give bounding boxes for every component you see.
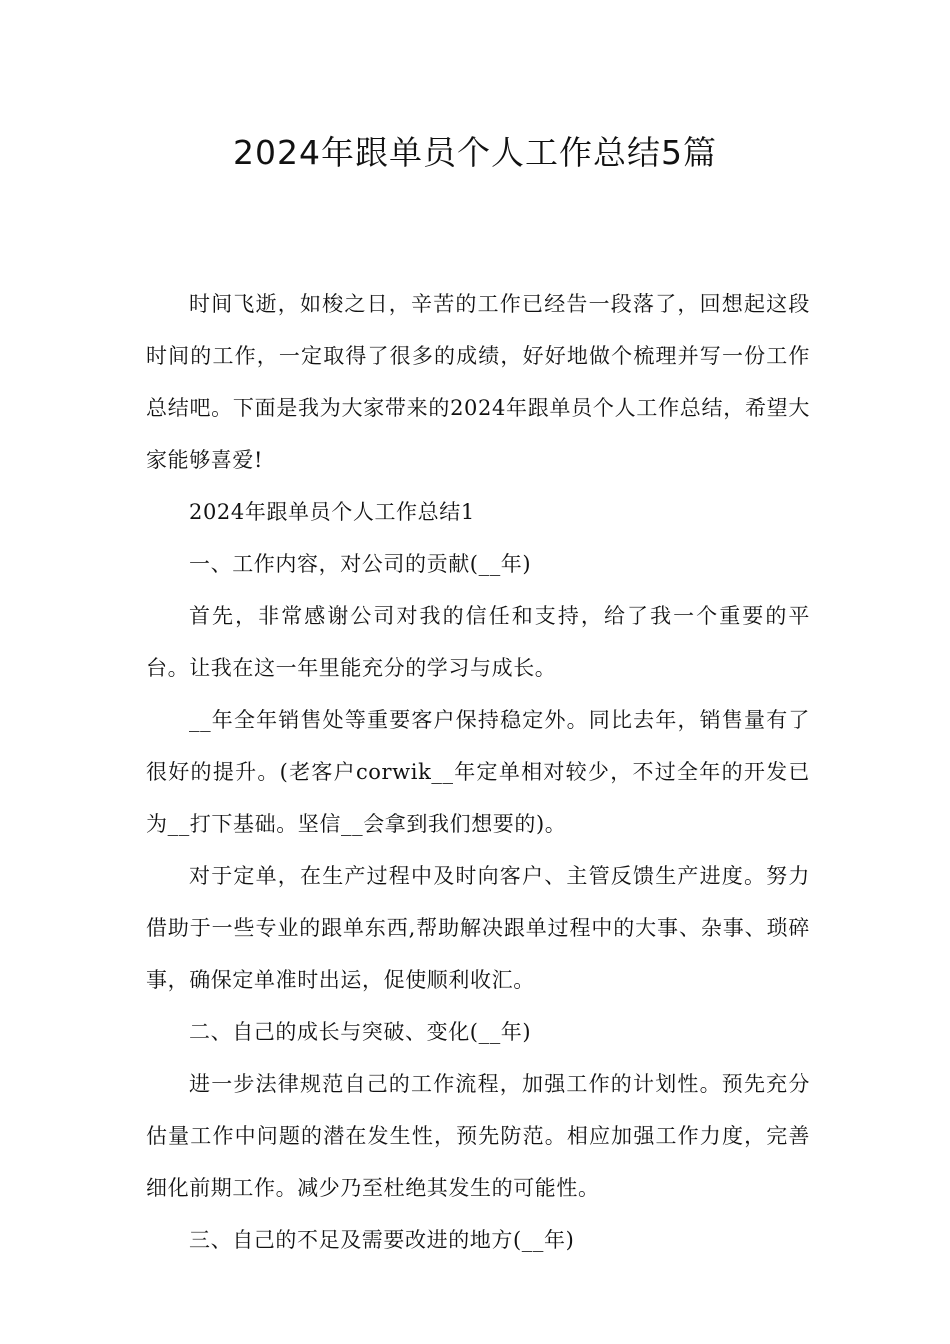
section-heading-summary-1: 2024年跟单员个人工作总结1 [189,500,475,524]
body-paragraph: 首先，非常感谢公司对我的信任和支持，给了我一个重要的平台。让我在这一年里能充分的学习与成长。 [146,604,810,680]
subheading-work-content: 一、工作内容，对公司的贡献(__年) [189,552,532,576]
document-title: 2024年跟单员个人工作总结5篇 [233,133,717,172]
body-paragraph: __年全年销售处等重要客户保持稳定外。同比去年，销售量有了很好的提升。(老客户corwik__年定单相对较少，不过全年的开发已为__打下基础。坚信__会拿到我们想要的)。 [146,708,810,836]
body-paragraph: 对于定单，在生产过程中及时向客户、主管反馈生产进度。努力借助于一些专业的跟单东西,帮助解决跟单过程中的大事、杂事、琐碎事，确保定单准时出运，促使顺利收汇。 [146,864,810,992]
subheading-shortcomings: 三、自己的不足及需要改进的地方(__年) [189,1228,575,1252]
document-body [146,278,810,1266]
intro-paragraph: 时间飞逝，如梭之日，辛苦的工作已经告一段落了，回想起这段时间的工作，一定取得了很多的成绩，好好地做个梳理并写一份工作总结吧。下面是我为大家带来的2024年跟单员个人工作总结，希望大家能够喜爱! [146,292,810,472]
body-paragraph: 进一步法律规范自己的工作流程，加强工作的计划性。预先充分估量工作中问题的潜在发生性，预先防范。相应加强工作力度，完善细化前期工作。减少乃至杜绝其发生的可能性。 [146,1072,810,1200]
subheading-growth: 二、自己的成长与突破、变化(__年) [189,1020,532,1044]
